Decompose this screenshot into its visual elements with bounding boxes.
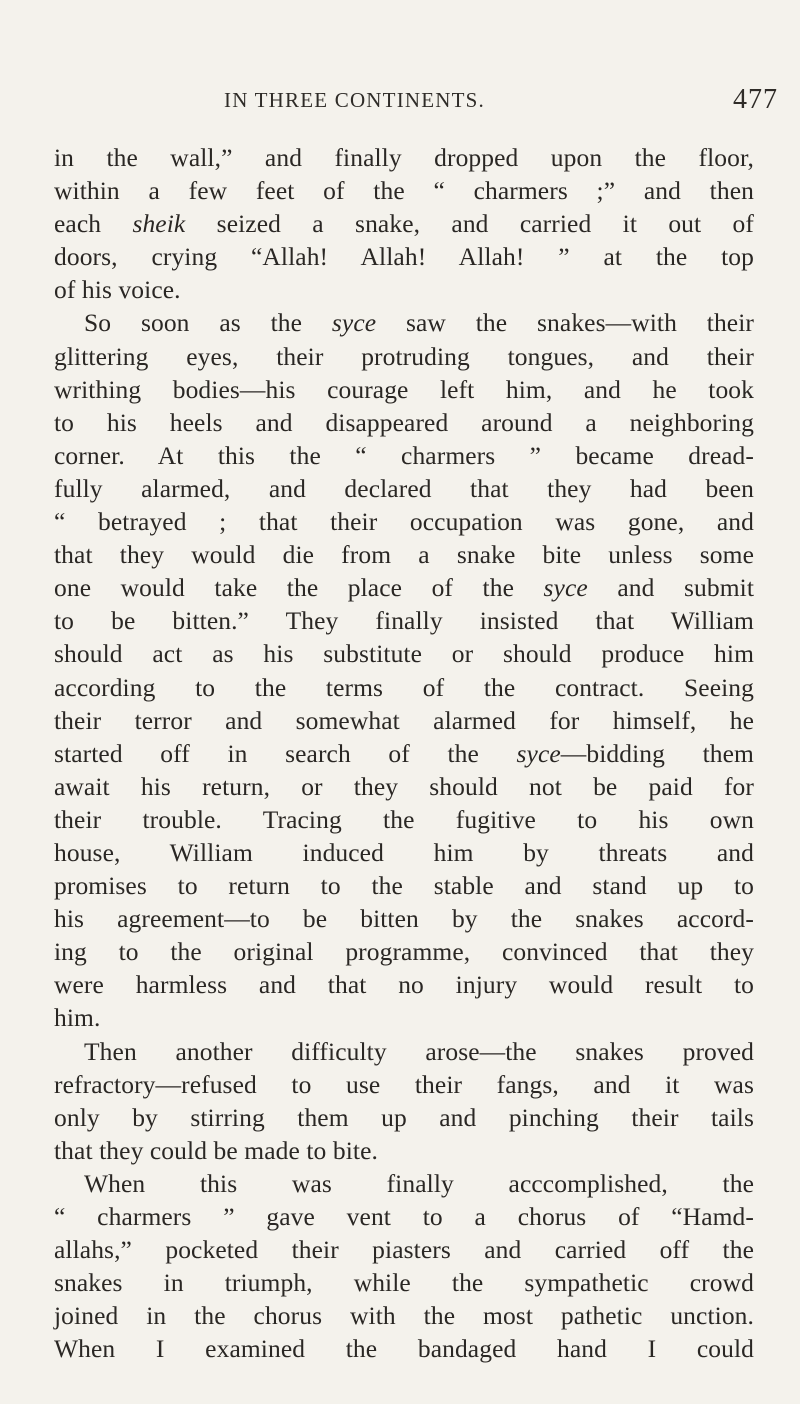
text-line — [54, 1068, 754, 1101]
text-run: their trouble. Tracing the fugitive to his own — [54, 804, 754, 834]
text-line — [54, 306, 754, 339]
text-run: promises to return to the stable and stand up to — [54, 871, 754, 901]
text-run: their terror and somewhat alarmed for himself, he — [54, 705, 754, 735]
text-line — [54, 1233, 754, 1266]
text-line — [54, 207, 754, 240]
text-run: to his heels and disappeared around a neighboring — [54, 407, 754, 437]
body-text — [54, 141, 754, 1365]
text-line — [54, 273, 754, 306]
italic-term: syce — [543, 573, 588, 603]
text-run: —bidding them — [560, 738, 754, 768]
text-line — [54, 770, 754, 803]
text-line — [54, 373, 754, 406]
text-run: glittering eyes, their protruding tongues, and their — [54, 341, 754, 371]
page-number: 477 — [733, 84, 778, 115]
text-run: refractory—refused to use their fangs, and it was — [54, 1069, 754, 1099]
text-line — [54, 439, 754, 472]
text-line — [54, 836, 754, 869]
text-line — [54, 538, 754, 571]
text-run: to be bitten.” They finally insisted that William — [54, 606, 754, 636]
running-title: IN THREE CONTINENTS. — [224, 88, 486, 112]
text-line — [54, 1299, 754, 1332]
text-run: in the wall,” and finally dropped upon the floor, — [54, 143, 754, 172]
text-line — [54, 1001, 754, 1034]
text-run: saw the snakes—with their — [376, 308, 754, 338]
text-line — [54, 505, 754, 538]
text-line — [54, 406, 754, 439]
text-run: started off in search of the — [54, 738, 517, 768]
text-line — [54, 902, 754, 935]
text-line — [54, 1101, 754, 1134]
text-run: ing to the original programme, convinced that they — [54, 937, 754, 967]
text-line — [54, 1134, 754, 1167]
text-line — [54, 704, 754, 737]
text-run: await his return, or they should not be paid for — [54, 771, 754, 801]
text-run: joined in the chorus with the most pathetic unction. — [54, 1301, 754, 1331]
text-line — [54, 141, 754, 174]
text-run: of his voice. — [54, 275, 181, 305]
text-line — [54, 737, 754, 770]
text-run: corner. At this the “ charmers ” became dread- — [54, 440, 754, 470]
text-run: within a few feet of the “ charmers ;” and then — [54, 176, 754, 206]
text-run: So soon as the — [84, 308, 332, 338]
text-line — [54, 803, 754, 836]
text-line — [54, 869, 754, 902]
text-line — [54, 935, 754, 968]
text-run: that they could be made to bite. — [54, 1135, 378, 1165]
text-run: seized a snake, and carried it out of — [185, 209, 754, 239]
text-run: When this was finally acccomplished, the — [84, 1168, 754, 1198]
text-run: according to the terms of the contract. Seeing — [54, 672, 754, 702]
text-line — [54, 174, 754, 207]
italic-term: syce — [516, 738, 561, 768]
text-run: that they would die from a snake bite unless some — [54, 540, 754, 570]
text-line — [54, 240, 754, 273]
text-line — [54, 968, 754, 1001]
text-run: only by stirring them up and pinching their tails — [54, 1102, 754, 1132]
text-line — [54, 637, 754, 670]
text-line — [54, 1266, 754, 1299]
text-run: were harmless and that no injury would result to — [54, 970, 754, 1000]
text-line — [54, 1332, 754, 1365]
text-run: house, William induced him by threats and — [54, 837, 754, 867]
text-line — [54, 1035, 754, 1068]
text-run: “ betrayed ; that their occupation was gone, and — [54, 507, 754, 537]
text-line — [54, 1167, 754, 1200]
text-run: doors, crying “Allah! Allah! Allah! ” at the top — [54, 242, 754, 272]
text-run: should act as his substitute or should produce him — [54, 639, 754, 669]
text-line — [54, 472, 754, 505]
italic-term: syce — [331, 308, 377, 338]
text-run: writhing bodies—his courage left him, and he took — [54, 374, 754, 404]
text-run: allahs,” pocketed their piasters and carried off the — [54, 1235, 754, 1265]
text-line — [54, 1200, 754, 1233]
text-run: one would take the place of the — [54, 573, 544, 603]
text-line — [54, 671, 754, 704]
text-line — [54, 340, 754, 373]
text-line — [54, 604, 754, 637]
text-run: his agreement—to be bitten by the snakes accord- — [54, 904, 754, 934]
italic-term: sheik — [132, 209, 186, 239]
running-head — [0, 84, 800, 128]
text-run: Then another difficulty arose—the snakes proved — [84, 1036, 754, 1066]
text-run: fully alarmed, and declared that they had been — [54, 473, 754, 503]
text-run: and submit — [587, 573, 754, 603]
text-run: snakes in triumph, while the sympathetic crowd — [54, 1268, 754, 1298]
text-line — [54, 571, 754, 604]
text-run: him. — [54, 1003, 101, 1033]
text-run: each — [54, 209, 133, 239]
text-run: When I examined the bandaged hand I could — [54, 1334, 754, 1364]
text-run: “ charmers ” gave vent to a chorus of “Hamd- — [54, 1202, 754, 1231]
